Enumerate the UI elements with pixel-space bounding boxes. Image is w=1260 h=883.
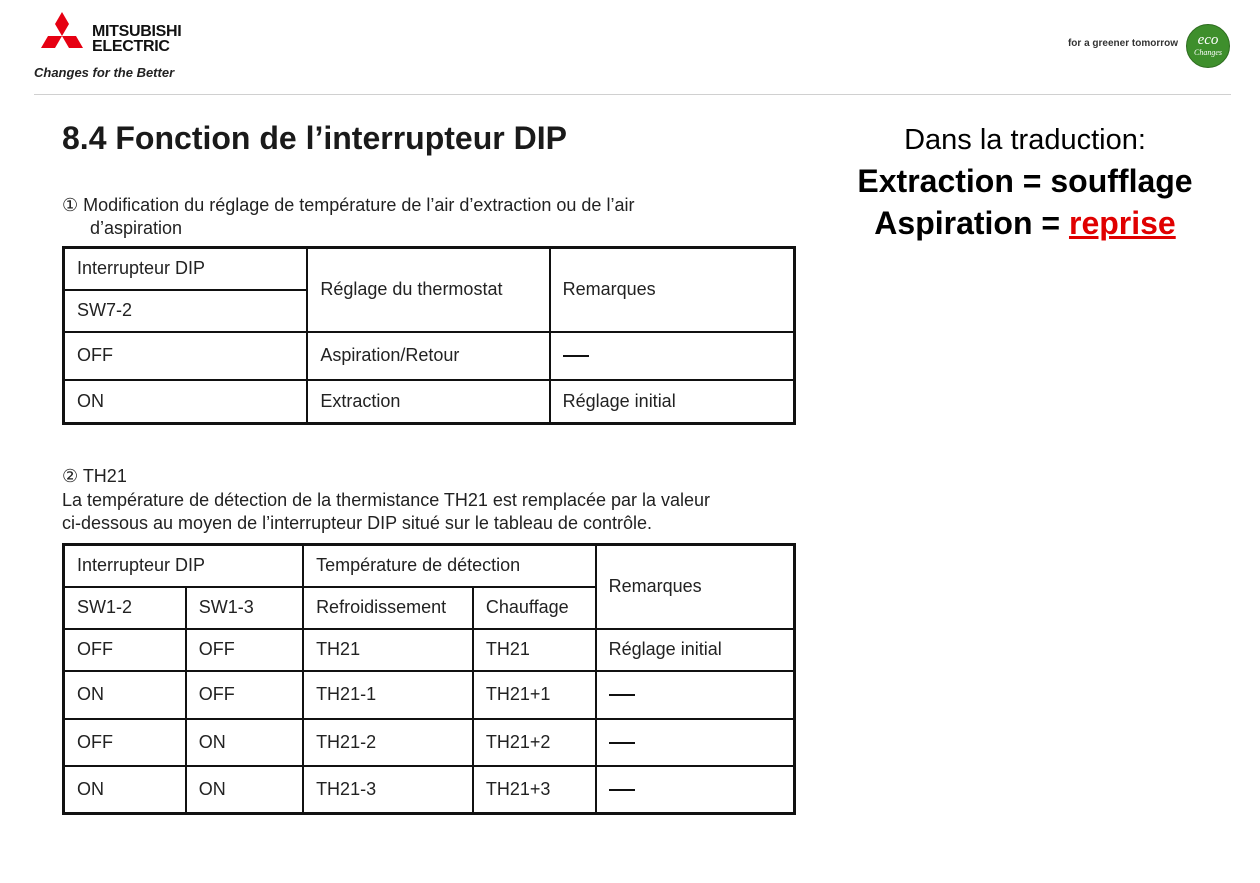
section2-description [62, 489, 798, 535]
page-header [0, 0, 1260, 96]
cell-sw1-3: OFF [186, 671, 303, 719]
header-divider [34, 94, 1231, 95]
section2-text-line1: La température de détection de la thermistance TH21 est remplacée par la valeur [62, 490, 711, 510]
brand-tagline: Changes for the Better [34, 65, 175, 80]
header-interrupteur-dip: Interrupteur DIP [64, 545, 304, 587]
cell-sw: OFF [64, 332, 308, 380]
table-row [64, 332, 795, 380]
cell-thermo: Extraction [307, 380, 549, 424]
page-title: 8.4 Fonction de l’interrupteur DIP [62, 120, 567, 156]
dash-icon [563, 355, 589, 357]
header-refroidissement: Refroidissement [303, 587, 473, 629]
cell-sw1-2: OFF [64, 719, 186, 766]
cell-heat: TH21+3 [473, 766, 596, 814]
cell-cool: TH21-1 [303, 671, 473, 719]
table-row [64, 380, 795, 424]
header-temperature-detection: Température de détection [303, 545, 596, 587]
table-row [64, 766, 795, 814]
brand-line-1: MITSUBISHI [92, 23, 182, 40]
note-line-3 [820, 202, 1230, 244]
cell-heat: TH21+1 [473, 671, 596, 719]
note-highlight-word: reprise [1068, 205, 1176, 241]
cell-sw1-2: ON [64, 671, 186, 719]
dash-icon [609, 789, 635, 791]
cell-remark [596, 671, 795, 719]
cell-remark [596, 766, 795, 814]
cell-cool: TH21 [303, 629, 473, 671]
cell-sw1-3: OFF [186, 629, 303, 671]
cell-sw1-2: OFF [64, 629, 186, 671]
cell-heat: TH21+2 [473, 719, 596, 766]
eco-badge-line-2: Changes [1194, 48, 1222, 57]
header-sw1-3: SW1-3 [186, 587, 303, 629]
cell-remark: Réglage initial [596, 629, 795, 671]
header-sw7-2: SW7-2 [64, 290, 308, 332]
dash-icon [609, 694, 635, 696]
brand-line-2: ELECTRIC [92, 38, 170, 55]
cell-remark: Réglage initial [550, 380, 795, 424]
eco-badge-line-1: eco [1197, 32, 1219, 48]
cell-thermo: Aspiration/Retour [307, 332, 549, 380]
mitsubishi-logo [34, 10, 204, 82]
slogan: for a greener tomorrow [1067, 38, 1178, 49]
translation-note [820, 120, 1230, 244]
note-line-2: Extraction = soufflage [857, 163, 1193, 199]
sw7-table [62, 246, 796, 425]
header-interrupteur-dip: Interrupteur DIP [64, 248, 308, 290]
brand-name [92, 24, 181, 54]
section1-text-line1: ① Modification du réglage de température de l’air d’extraction ou de l’air [62, 195, 635, 215]
section1-description [62, 194, 796, 240]
cell-cool: TH21-2 [303, 719, 473, 766]
header-sw1-2: SW1-2 [64, 587, 186, 629]
table-row [64, 719, 795, 766]
cell-cool: TH21-3 [303, 766, 473, 814]
cell-sw1-3: ON [186, 719, 303, 766]
cell-heat: TH21 [473, 629, 596, 671]
header-chauffage: Chauffage [473, 587, 596, 629]
three-diamonds-icon [34, 12, 90, 62]
section2-heading: ② TH21 [62, 466, 127, 486]
th21-table [62, 543, 796, 815]
eco-changes-icon [1186, 24, 1230, 68]
cell-remark [550, 332, 795, 380]
table-row [64, 671, 795, 719]
cell-sw1-2: ON [64, 766, 186, 814]
note-line-3-prefix: Aspiration = [874, 205, 1069, 241]
section2-text-line2: ci-dessous au moyen de l’interrupteur DIP situé sur le tableau de contrôle. [62, 513, 652, 533]
header-reglage-thermostat: Réglage du thermostat [307, 248, 549, 332]
cell-sw1-3: ON [186, 766, 303, 814]
header-remarques: Remarques [550, 248, 795, 332]
table-row [64, 629, 795, 671]
note-line-1: Dans la traduction: [904, 124, 1146, 156]
cell-remark [596, 719, 795, 766]
cell-sw: ON [64, 380, 308, 424]
header-remarques: Remarques [596, 545, 795, 629]
section1-text-line2: d’aspiration [90, 218, 183, 238]
dash-icon [609, 742, 635, 744]
